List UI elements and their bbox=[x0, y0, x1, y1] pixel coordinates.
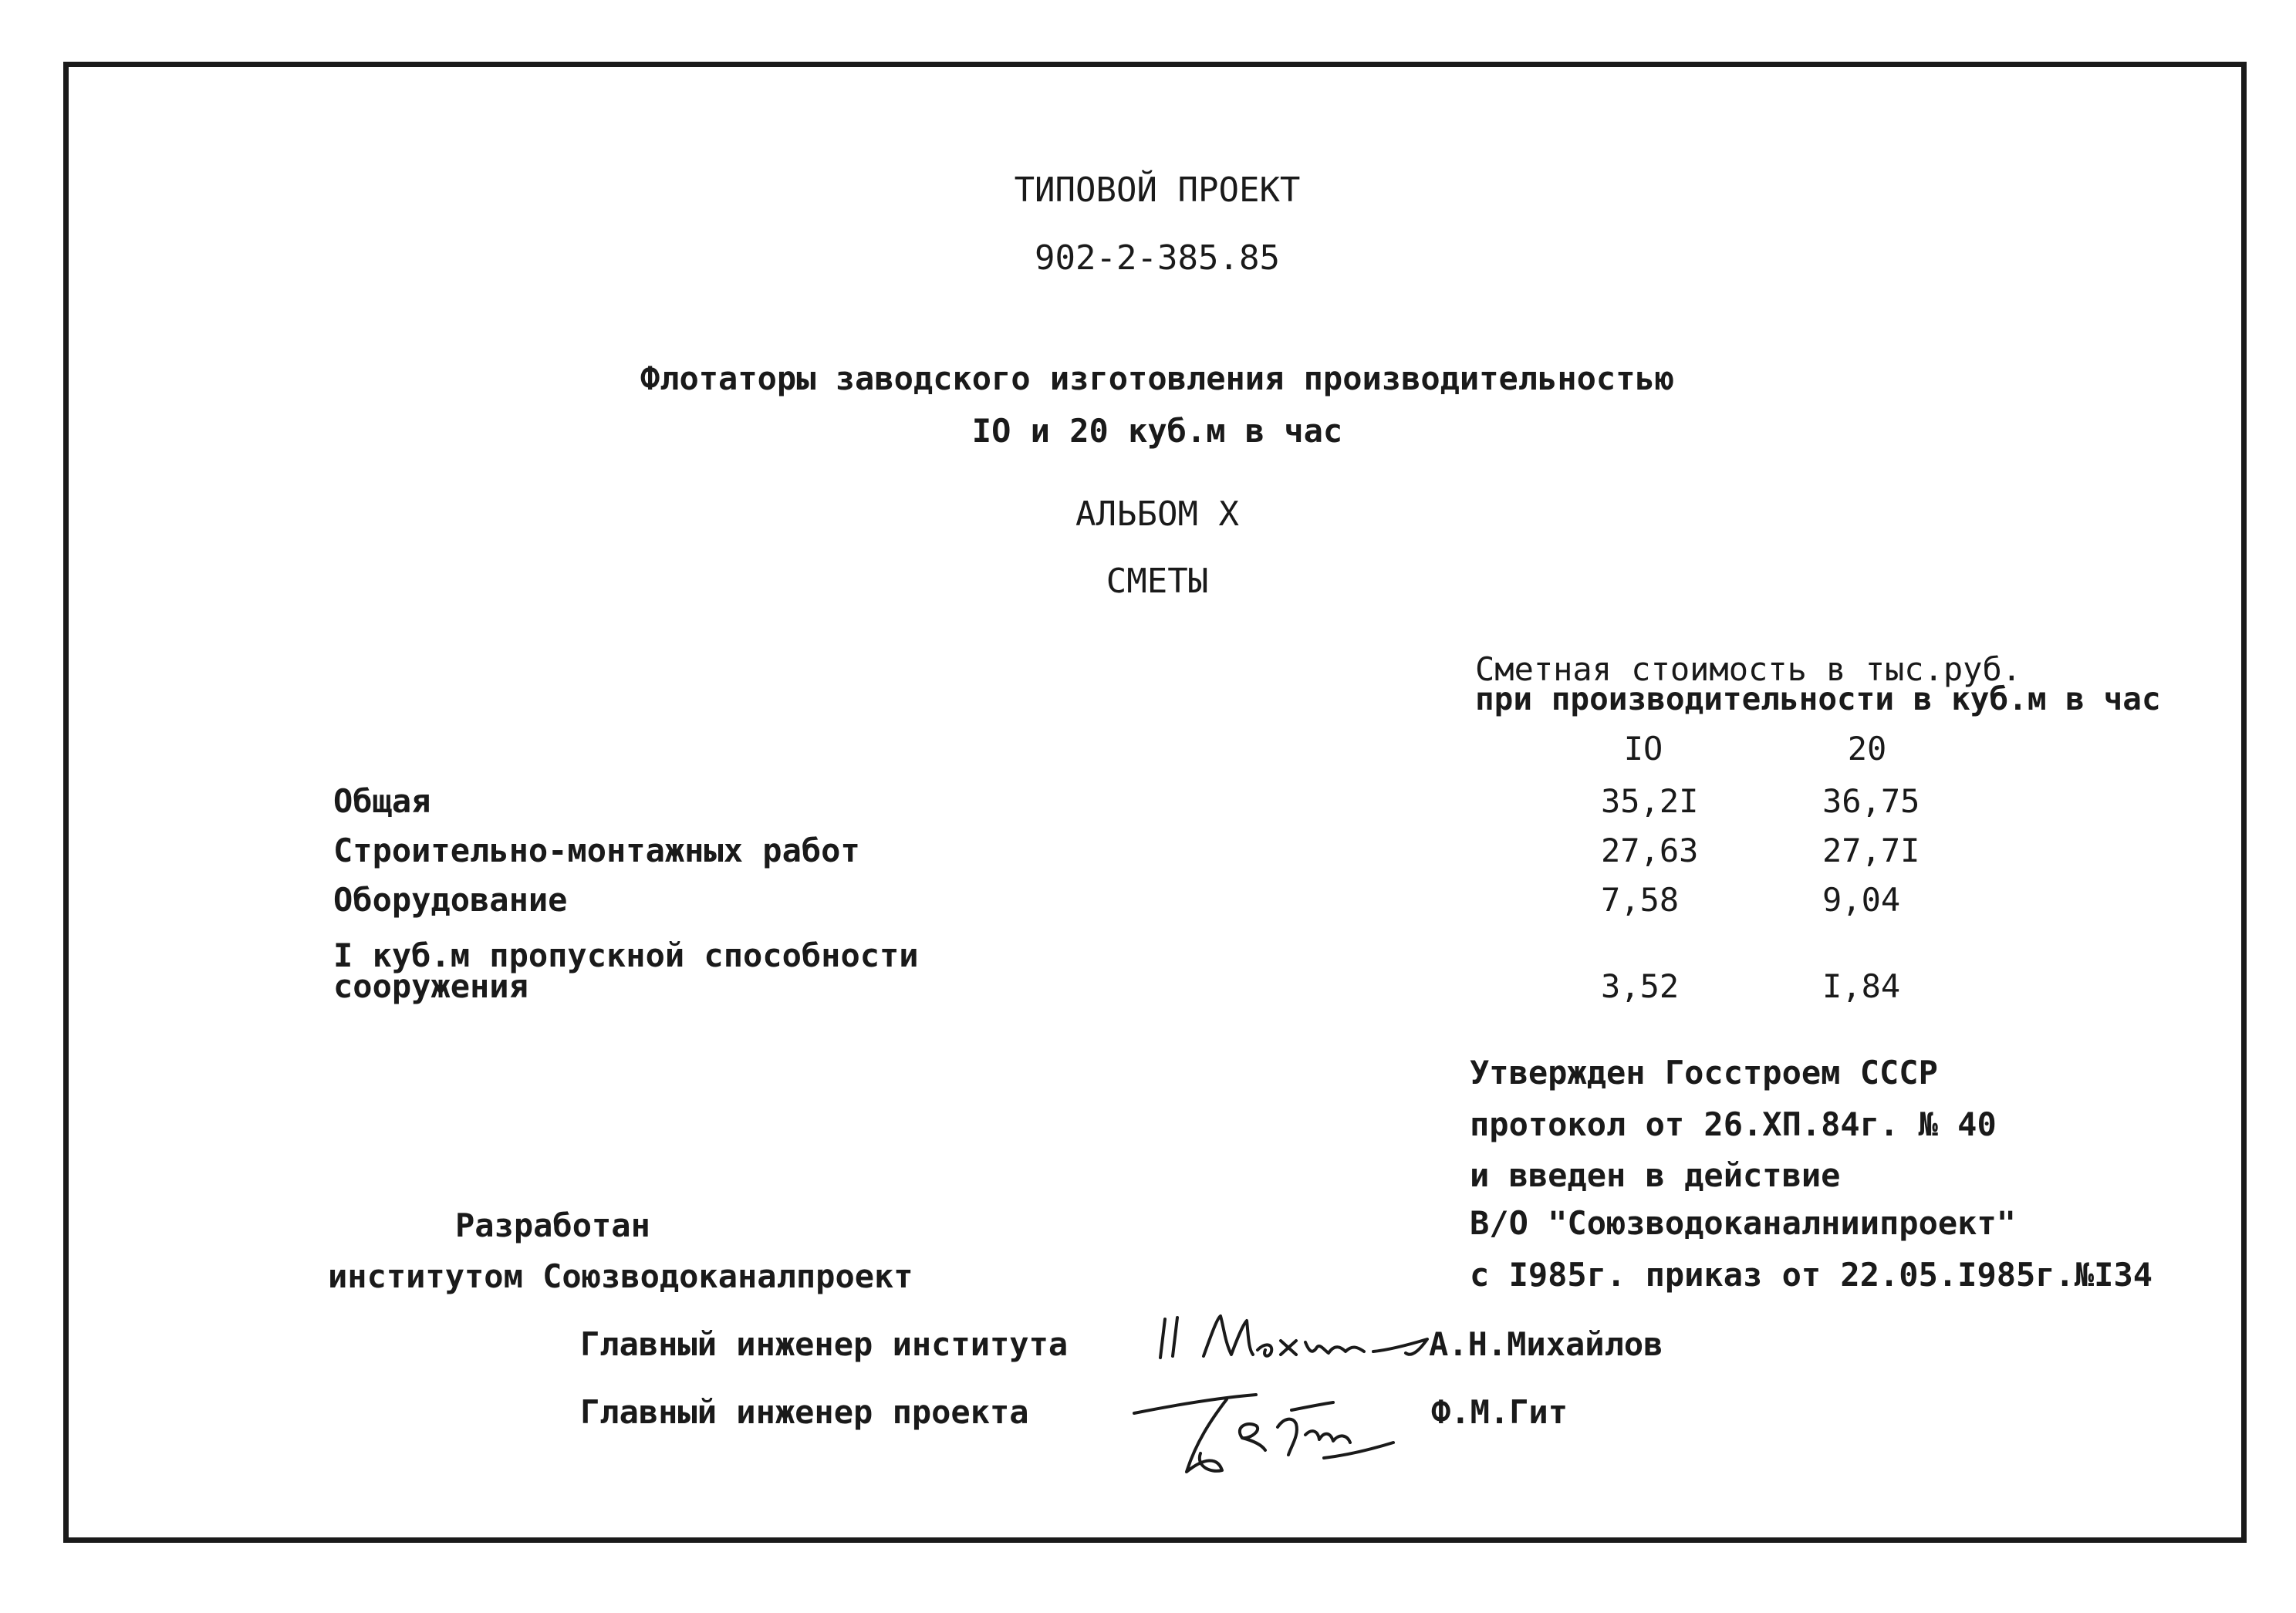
row-value-construction-10: 27,63 bbox=[1601, 832, 1699, 869]
signature-name-project: Ф.М.Гит bbox=[1431, 1393, 1568, 1431]
row-value-capacity-20: I,84 bbox=[1822, 967, 1901, 1005]
row-value-equipment-10: 7,58 bbox=[1601, 881, 1680, 919]
cost-caption-line-1: Сметная стоимость в тыс.руб. bbox=[1475, 650, 2022, 688]
description-line-1: Флотаторы заводского изготовления производительностью bbox=[640, 359, 1675, 397]
row-value-equipment-20: 9,04 bbox=[1822, 881, 1901, 919]
signature-name-institute: А.Н.Михайлов bbox=[1429, 1325, 1663, 1363]
section-title: СМЕТЫ bbox=[1106, 562, 1209, 601]
signature-title-project: Главный инженер проекта bbox=[580, 1393, 1029, 1431]
column-header-20: 20 bbox=[1847, 730, 1887, 768]
row-value-total-20: 36,75 bbox=[1822, 782, 1920, 820]
developer-line-1: Разработан bbox=[455, 1206, 650, 1244]
handwritten-signature-git bbox=[1126, 1381, 1404, 1497]
row-label-equipment: Оборудование bbox=[333, 881, 568, 919]
row-label-capacity-line-2: сооружения bbox=[333, 967, 528, 1005]
row-value-capacity-10: 3,52 bbox=[1601, 967, 1680, 1005]
cost-caption-line-2: при производительности в куб.м в час bbox=[1475, 680, 2161, 717]
approval-line-5: с I985г. приказ от 22.05.I985г.№I34 bbox=[1470, 1256, 2153, 1294]
column-header-10: IO bbox=[1623, 730, 1663, 768]
approval-line-2: протокол от 26.XП.84г. № 40 bbox=[1470, 1105, 1997, 1143]
doc-type-title: ТИПОВОЙ ПРОЕКТ bbox=[1014, 170, 1301, 210]
approval-line-3: и введен в действие bbox=[1470, 1156, 1841, 1194]
project-number: 902-2-385.85 bbox=[1035, 238, 1280, 278]
row-label-total: Общая bbox=[333, 782, 431, 820]
handwritten-signature-mikhailov bbox=[1157, 1304, 1443, 1373]
signature-title-institute: Главный инженер института bbox=[580, 1325, 1069, 1363]
approval-line-1: Утвержден Госстроем СССР bbox=[1470, 1054, 1938, 1092]
row-value-construction-20: 27,7I bbox=[1822, 832, 1920, 869]
row-label-capacity-line-1: I куб.м пропускной способности bbox=[333, 936, 919, 974]
developer-line-2: институтом Союзводоканалпроект bbox=[328, 1257, 913, 1295]
row-value-total-10: 35,2I bbox=[1601, 782, 1699, 820]
approval-line-4: В/О "Союзводоканалниипроект" bbox=[1470, 1204, 2017, 1242]
description-line-2: IO и 20 куб.м в час bbox=[971, 412, 1343, 450]
album-title: АЛЬБОМ X bbox=[1075, 494, 1239, 534]
row-label-construction: Строительно-монтажных работ bbox=[333, 832, 860, 869]
